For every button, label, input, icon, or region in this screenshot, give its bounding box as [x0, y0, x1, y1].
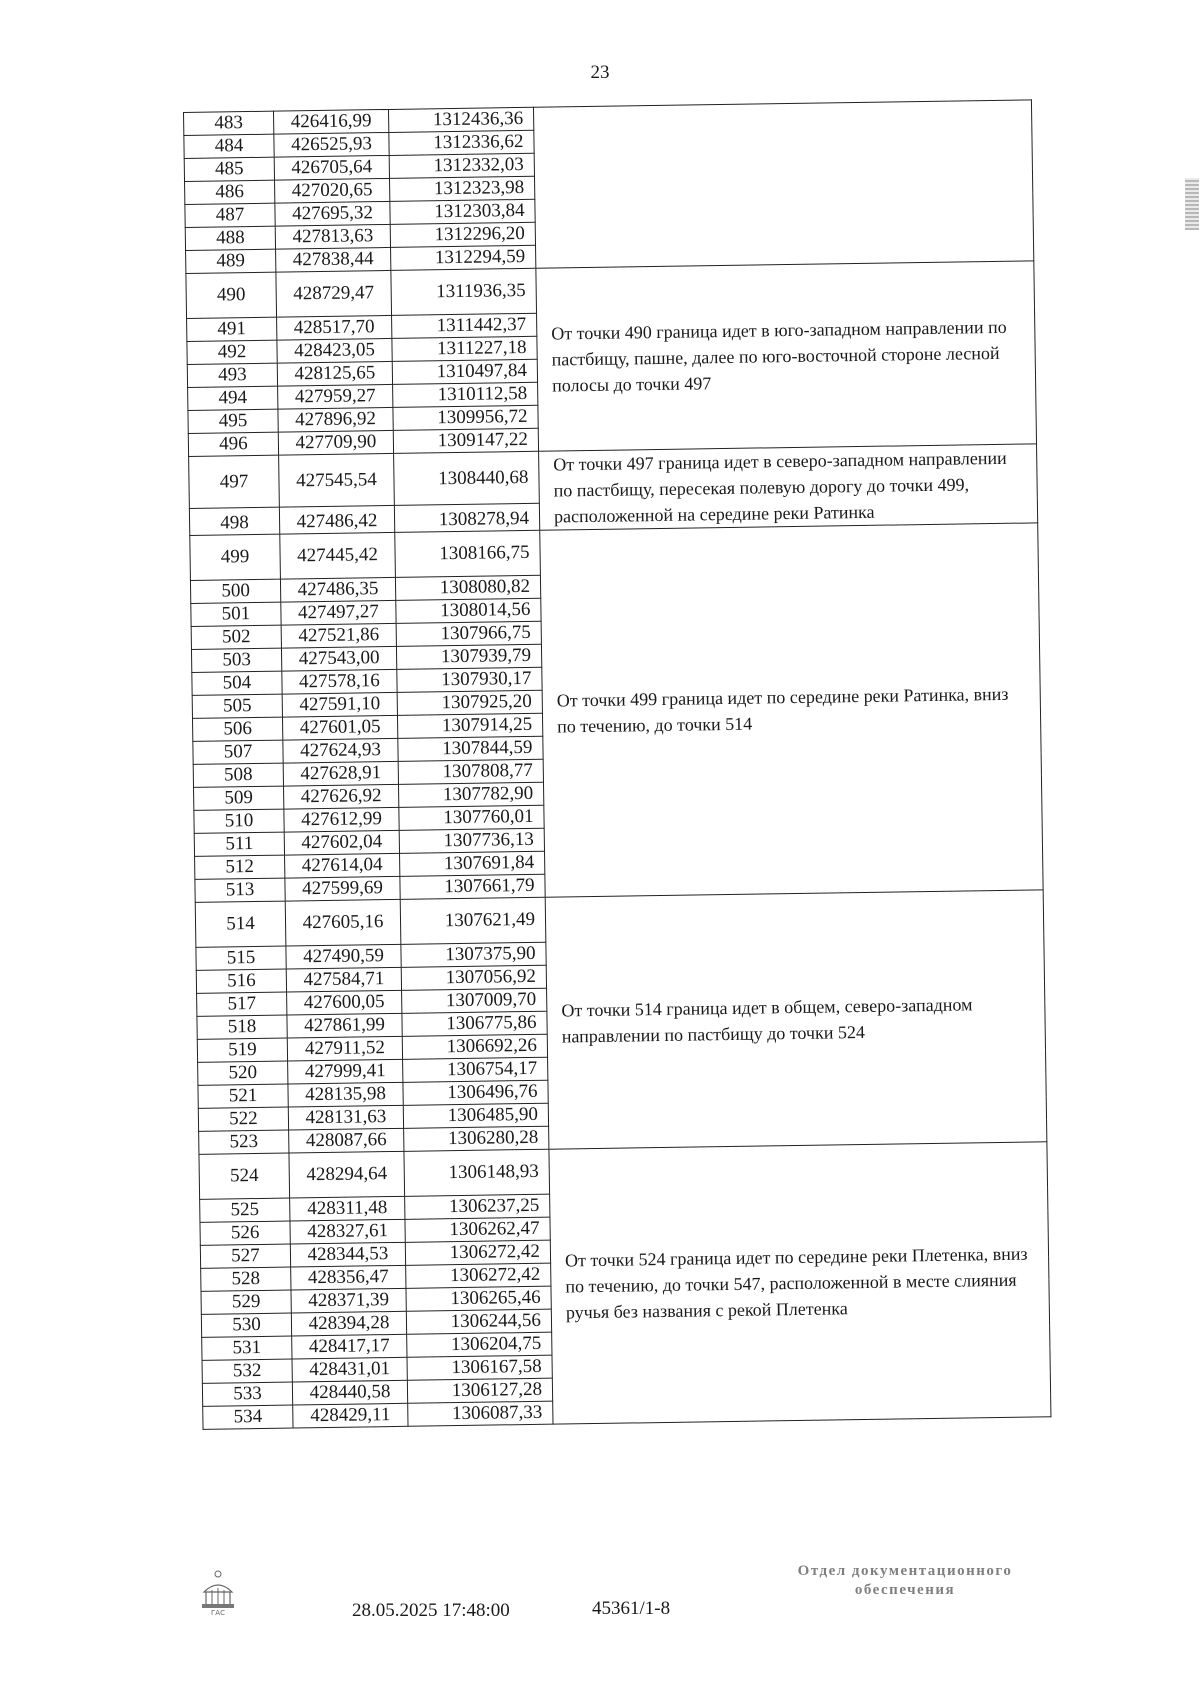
point-number-cell: 496 [188, 432, 278, 456]
point-number-cell: 513 [195, 878, 285, 902]
x-coordinate-cell: 427911,52 [287, 1036, 402, 1061]
point-number-cell: 511 [194, 832, 284, 856]
boundary-description-cell [533, 100, 1033, 268]
point-number-cell: 495 [188, 409, 278, 433]
y-coordinate-cell: 1306496,76 [403, 1080, 548, 1105]
point-number-cell: 527 [200, 1244, 290, 1268]
point-number-cell: 524 [199, 1153, 290, 1199]
x-coordinate-cell: 427490,59 [286, 944, 401, 969]
table-row [184, 100, 1032, 136]
boundary-description-cell: От точки 524 граница идет по середине реки Плетенка, вниз по течению, до точки 547, расположенной в месте слияния ручья без названия с рекой Плетенка [549, 1142, 1051, 1424]
y-coordinate-cell: 1311442,37 [392, 313, 537, 338]
point-number-cell: 531 [202, 1336, 292, 1360]
x-coordinate-cell: 427584,71 [286, 967, 401, 992]
point-number-cell: 483 [184, 111, 274, 135]
point-number-cell: 514 [195, 901, 286, 947]
x-coordinate-cell: 428356,47 [291, 1265, 406, 1290]
x-coordinate-cell: 427626,92 [284, 784, 399, 809]
point-number-cell: 529 [201, 1290, 291, 1314]
boundary-description-cell: От точки 490 граница идет в юго-западном направлении по пастбищу, пашне, далее по юго-восточной стороне лесной полосы до точки 497 [536, 261, 1037, 451]
x-coordinate-cell: 428423,05 [277, 338, 392, 363]
y-coordinate-cell: 1308166,75 [395, 530, 541, 577]
y-coordinate-cell: 1306262,47 [405, 1217, 550, 1242]
y-coordinate-cell: 1307736,13 [399, 828, 544, 853]
x-coordinate-cell: 428371,39 [291, 1288, 406, 1313]
stamp-line-2: обеспечения [854, 1582, 956, 1598]
x-coordinate-cell: 428294,64 [289, 1151, 405, 1198]
point-number-cell: 493 [187, 363, 277, 387]
point-number-cell: 517 [197, 992, 287, 1016]
y-coordinate-cell: 1307939,79 [396, 644, 541, 669]
y-coordinate-cell: 1312332,03 [389, 153, 534, 178]
y-coordinate-cell: 1307009,70 [402, 988, 547, 1013]
y-coordinate-cell: 1306280,28 [404, 1126, 549, 1151]
department-stamp [760, 1562, 1050, 1600]
y-coordinate-cell: 1310497,84 [392, 359, 537, 384]
point-number-cell: 503 [191, 648, 281, 672]
x-coordinate-cell: 428729,47 [276, 270, 392, 317]
x-coordinate-cell: 427486,42 [279, 506, 394, 534]
x-coordinate-cell: 427896,92 [278, 407, 393, 432]
x-coordinate-cell: 427999,41 [288, 1059, 403, 1084]
x-coordinate-cell: 427813,63 [275, 224, 390, 249]
x-coordinate-cell: 427521,86 [281, 623, 396, 648]
y-coordinate-cell: 1306775,86 [402, 1011, 547, 1036]
svg-text:ГАС: ГАС [211, 1609, 225, 1616]
x-coordinate-cell: 428394,28 [291, 1311, 406, 1336]
y-coordinate-cell: 1306265,46 [406, 1286, 551, 1311]
point-number-cell: 516 [196, 969, 286, 993]
point-number-cell: 523 [199, 1130, 289, 1154]
y-coordinate-cell: 1312336,62 [389, 130, 534, 155]
x-coordinate-cell: 427543,00 [281, 646, 396, 671]
point-number-cell: 519 [197, 1038, 287, 1062]
x-coordinate-cell: 428327,61 [290, 1219, 405, 1244]
x-coordinate-cell: 427486,35 [280, 577, 395, 602]
x-coordinate-cell: 427838,44 [276, 247, 391, 272]
x-coordinate-cell: 427612,99 [284, 807, 399, 832]
point-number-cell: 526 [200, 1221, 290, 1245]
y-coordinate-cell: 1310112,58 [393, 382, 538, 407]
point-number-cell: 501 [191, 602, 281, 626]
y-coordinate-cell: 1307925,20 [397, 690, 542, 715]
x-coordinate-cell: 427578,16 [282, 669, 397, 694]
y-coordinate-cell: 1306272,42 [406, 1263, 551, 1288]
y-coordinate-cell: 1307808,77 [398, 759, 543, 784]
point-number-cell: 486 [185, 180, 275, 204]
boundary-description-cell: От точки 497 граница идет в северо-западном направлении по пастбищу, пересекая полевую дорогу до точки 499, расположенной на середине реки Ратинка [539, 444, 1038, 530]
point-number-cell: 487 [185, 203, 275, 227]
x-coordinate-cell: 427020,65 [275, 178, 390, 203]
point-number-cell: 534 [203, 1405, 293, 1429]
point-number-cell: 505 [192, 694, 282, 718]
point-number-cell: 520 [198, 1061, 288, 1085]
point-number-cell: 491 [187, 317, 277, 341]
footer-datetime: 28.05.2025 17:48:00 [352, 1600, 510, 1621]
y-coordinate-cell: 1306692,26 [402, 1034, 547, 1059]
y-coordinate-cell: 1306127,28 [407, 1378, 552, 1403]
x-coordinate-cell: 428125,65 [277, 361, 392, 386]
y-coordinate-cell: 1308440,68 [394, 451, 540, 505]
x-coordinate-cell: 427861,99 [287, 1013, 402, 1038]
y-coordinate-cell: 1312323,98 [390, 176, 535, 201]
coordinates-table-wrapper [183, 99, 1051, 1429]
y-coordinate-cell: 1312436,36 [388, 107, 533, 132]
x-coordinate-cell: 427599,69 [285, 876, 400, 901]
y-coordinate-cell: 1307661,79 [400, 874, 545, 899]
y-coordinate-cell: 1307056,92 [401, 965, 546, 990]
y-coordinate-cell: 1311227,18 [392, 336, 537, 361]
point-number-cell: 525 [200, 1198, 290, 1222]
point-number-cell: 497 [189, 455, 280, 509]
point-number-cell: 485 [184, 157, 274, 181]
y-coordinate-cell: 1306148,93 [404, 1149, 550, 1196]
x-coordinate-cell: 428135,98 [288, 1082, 403, 1107]
y-coordinate-cell: 1307375,90 [401, 942, 546, 967]
y-coordinate-cell: 1307914,25 [397, 713, 542, 738]
point-number-cell: 500 [190, 579, 280, 603]
point-number-cell: 522 [198, 1107, 288, 1131]
point-number-cell: 508 [193, 763, 283, 787]
y-coordinate-cell: 1306237,25 [405, 1194, 550, 1219]
x-coordinate-cell: 428517,70 [277, 315, 392, 340]
y-coordinate-cell: 1312294,59 [391, 245, 536, 270]
y-coordinate-cell: 1307930,17 [397, 667, 542, 692]
x-coordinate-cell: 427628,91 [283, 761, 398, 786]
point-number-cell: 489 [186, 249, 276, 273]
y-coordinate-cell: 1307760,01 [399, 805, 544, 830]
point-number-cell: 507 [193, 740, 283, 764]
page-number: 23 [590, 62, 610, 83]
point-number-cell: 530 [201, 1313, 291, 1337]
y-coordinate-cell: 1306244,56 [406, 1309, 551, 1334]
point-number-cell: 518 [197, 1015, 287, 1039]
point-number-cell: 510 [194, 809, 284, 833]
emblem-logo-icon [198, 1570, 238, 1616]
y-coordinate-cell: 1312303,84 [390, 199, 535, 224]
x-coordinate-cell: 428087,66 [289, 1128, 404, 1153]
point-number-cell: 498 [189, 507, 279, 535]
boundary-description-cell: От точки 499 граница идет по середине реки Ратинка, вниз по течению, до точки 514 [540, 523, 1043, 897]
coordinates-table-body [184, 100, 1051, 1429]
point-number-cell: 492 [187, 340, 277, 364]
x-coordinate-cell: 427695,32 [275, 201, 390, 226]
x-coordinate-cell: 427624,93 [283, 738, 398, 763]
y-coordinate-cell: 1309147,22 [393, 428, 538, 453]
point-number-cell: 532 [202, 1359, 292, 1383]
y-coordinate-cell: 1306204,75 [407, 1332, 552, 1357]
point-number-cell: 484 [184, 134, 274, 158]
x-coordinate-cell: 428131,63 [288, 1105, 403, 1130]
y-coordinate-cell: 1307782,90 [398, 782, 543, 807]
point-number-cell: 506 [192, 717, 282, 741]
x-coordinate-cell: 428440,58 [292, 1380, 407, 1405]
x-coordinate-cell: 426525,93 [274, 132, 389, 157]
x-coordinate-cell: 427601,05 [282, 715, 397, 740]
point-number-cell: 533 [202, 1382, 292, 1406]
x-coordinate-cell: 427602,04 [284, 830, 399, 855]
x-coordinate-cell: 427605,16 [285, 899, 401, 946]
point-number-cell: 494 [188, 386, 278, 410]
point-number-cell: 488 [185, 226, 275, 250]
y-coordinate-cell: 1307966,75 [396, 621, 541, 646]
y-coordinate-cell: 1307691,84 [400, 851, 545, 876]
y-coordinate-cell: 1311936,35 [391, 268, 537, 315]
y-coordinate-cell: 1306167,58 [407, 1355, 552, 1380]
point-number-cell: 504 [192, 671, 282, 695]
coordinates-table [183, 99, 1051, 1429]
x-coordinate-cell: 428431,01 [292, 1357, 407, 1382]
point-number-cell: 490 [186, 272, 277, 318]
x-coordinate-cell: 427497,27 [281, 600, 396, 625]
x-coordinate-cell: 427591,10 [282, 692, 397, 717]
x-coordinate-cell: 427445,42 [280, 532, 396, 579]
x-coordinate-cell: 428344,53 [290, 1242, 405, 1267]
y-coordinate-cell: 1306754,17 [403, 1057, 548, 1082]
point-number-cell: 521 [198, 1084, 288, 1108]
x-coordinate-cell: 428311,48 [290, 1196, 405, 1221]
footer-document-code: 45361/1-8 [592, 1598, 671, 1619]
scan-edge-mark [1185, 178, 1199, 230]
y-coordinate-cell: 1306485,90 [403, 1103, 548, 1128]
y-coordinate-cell: 1308014,56 [396, 598, 541, 623]
point-number-cell: 528 [201, 1267, 291, 1291]
x-coordinate-cell: 426416,99 [273, 109, 388, 134]
x-coordinate-cell: 428417,17 [292, 1334, 407, 1359]
boundary-description-cell: От точки 514 граница идет в общем, северо-западном направлении по пастбищу до точки 524 [545, 890, 1047, 1149]
x-coordinate-cell: 428429,11 [293, 1403, 408, 1428]
point-number-cell: 499 [190, 534, 281, 580]
y-coordinate-cell: 1307621,49 [400, 897, 546, 944]
x-coordinate-cell: 426705,64 [274, 155, 389, 180]
point-number-cell: 512 [195, 855, 285, 879]
x-coordinate-cell: 427709,90 [278, 430, 393, 455]
y-coordinate-cell: 1309956,72 [393, 405, 538, 430]
point-number-cell: 509 [194, 786, 284, 810]
x-coordinate-cell: 427600,05 [287, 990, 402, 1015]
point-number-cell: 502 [191, 625, 281, 649]
x-coordinate-cell: 427614,04 [285, 853, 400, 878]
x-coordinate-cell: 427545,54 [279, 453, 395, 507]
x-coordinate-cell: 427959,27 [278, 384, 393, 409]
y-coordinate-cell: 1312296,20 [390, 222, 535, 247]
y-coordinate-cell: 1308278,94 [394, 504, 539, 533]
y-coordinate-cell: 1306087,33 [408, 1401, 553, 1426]
y-coordinate-cell: 1308080,82 [395, 575, 540, 600]
point-number-cell: 515 [196, 946, 286, 970]
stamp-line-1: Отдел документационного [797, 1563, 1013, 1579]
y-coordinate-cell: 1307844,59 [398, 736, 543, 761]
y-coordinate-cell: 1306272,42 [405, 1240, 550, 1265]
